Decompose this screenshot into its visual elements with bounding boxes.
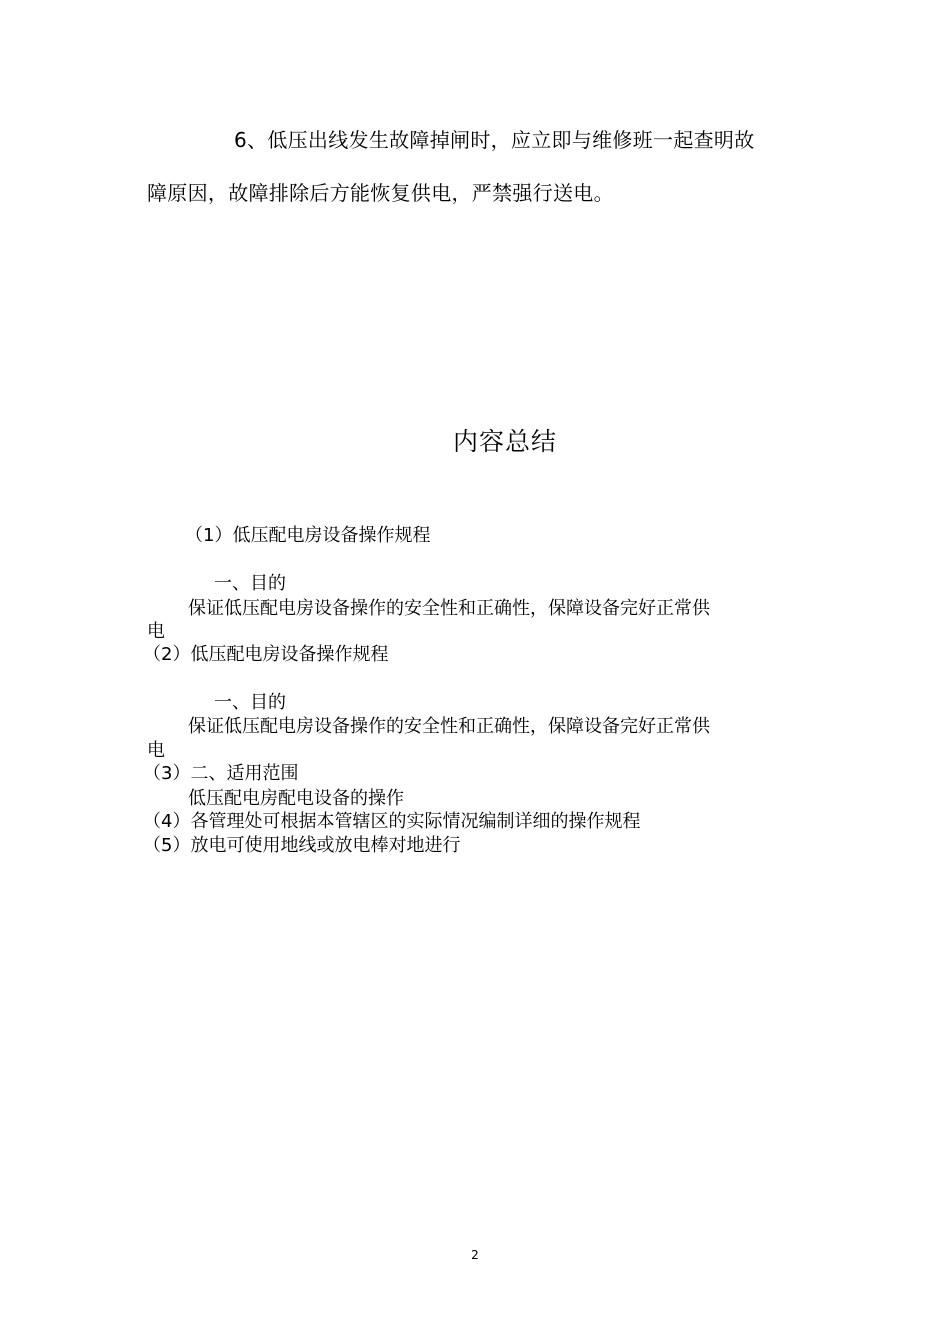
summary-line: 低压配电房配电设备的操作 <box>188 788 404 809</box>
summary-line: （1）低压配电房设备操作规程 <box>185 525 431 546</box>
summary-line: （3）二、适用范围 <box>143 763 299 784</box>
summary-line: 一、目的 <box>214 692 286 713</box>
summary-line: 保证低压配电房设备操作的安全性和正确性，保障设备完好正常供 <box>188 598 710 619</box>
summary-title: 内容总结 <box>452 427 557 456</box>
summary-line: （5）放电可使用地线或放电棒对地进行 <box>143 835 461 856</box>
intro-paragraph-line-1: 6、低压出线发生故障掉闸时，应立即与维修班一起查明故 <box>234 128 755 152</box>
summary-line: 电 <box>147 621 165 642</box>
summary-line: 保证低压配电房设备操作的安全性和正确性，保障设备完好正常供 <box>188 716 710 737</box>
summary-line: （2）低压配电房设备操作规程 <box>143 644 389 665</box>
summary-line: （4）各管理处可根据本管辖区的实际情况编制详细的操作规程 <box>143 811 641 832</box>
page-number: 2 <box>471 1248 479 1262</box>
summary-line: 电 <box>147 740 165 761</box>
intro-paragraph-line-2: 障原因，故障排除后方能恢复供电，严禁强行送电。 <box>147 181 614 205</box>
summary-line: 一、目的 <box>214 573 286 594</box>
